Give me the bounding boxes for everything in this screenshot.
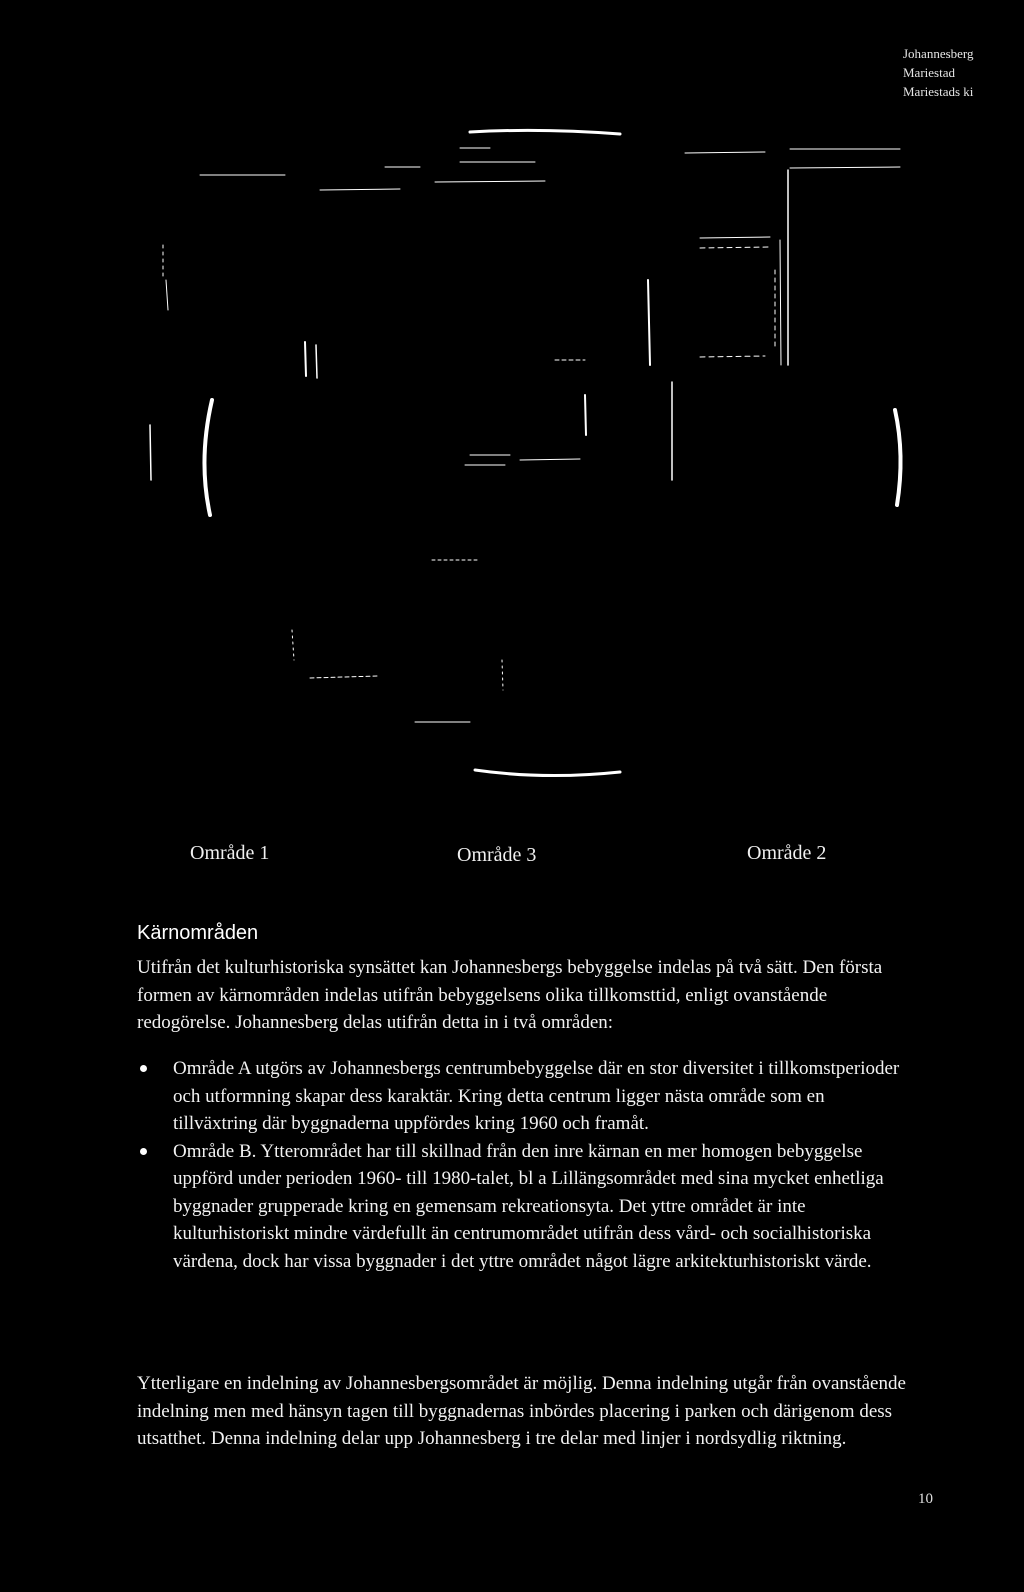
section-heading: Kärnområden bbox=[137, 922, 259, 944]
header-line-3: Mariestads ki bbox=[903, 84, 974, 99]
closing-paragraph: Ytterligare en indelning av Johannesbergsområdet är möjlig. Denna indelning utgår från ovanstående indelning men med hänsyn tagen till byggnadernas inbördes placering i parken och därigenom dess utsatthet. Denna indelning delar upp Johannesberg i tre delar med linjer i nordsydlig riktning. bbox=[137, 1373, 906, 1449]
page-number: 10 bbox=[918, 1491, 933, 1507]
page-header bbox=[903, 44, 1003, 101]
list-item bbox=[137, 1055, 911, 1138]
bullet-text: Område A utgörs av Johannesbergs centrumbebyggelse där en stor diversitet i tillkomstperioder och utformning skapar dess karaktär. Kring detta centrum ligger nästa område som en tillväxtring där byggnaderna uppfördes kring 1960 och framåt. bbox=[173, 1058, 900, 1134]
bullet-text: Område B. Ytterområdet har till skillnad från den inre kärnan en mer homogen bebyggelse uppförd under perioden 1960- till 1980-talet, bl a Lillängsområdet med sina mycket enhetliga byggnader grupperade kring en gemensam rekreationsyta. Det yttre området är inte kulturhistoriskt mindre värdefullt än centrumområdet utifrån dess vård- och socialhistoriska värdena, dock har vissa byggnader i det yttre området något lägre arkitekturhistoriskt värde. bbox=[173, 1140, 884, 1272]
area-2-label: Område 2 bbox=[747, 842, 827, 864]
area-3-label: Område 3 bbox=[457, 844, 537, 866]
bullet-icon bbox=[140, 1148, 147, 1155]
area-1-label: Område 1 bbox=[190, 842, 270, 864]
intro-paragraph: Utifrån det kulturhistoriska synsättet kan Johannesbergs bebyggelse indelas på två sätt. Den första formen av kärnområden indelas utifrån bebyggelsens olika tillkomsttid, enligt ovanstående redogörelse. Johannesberg delas utifrån detta in i två områden: bbox=[137, 957, 883, 1033]
bullet-icon bbox=[140, 1065, 147, 1072]
bullet-list bbox=[137, 1055, 911, 1275]
list-item bbox=[137, 1138, 911, 1276]
site-map-drawing bbox=[0, 120, 1024, 820]
header-line-1: Johannesberg bbox=[903, 46, 974, 61]
site-map-figure bbox=[0, 120, 1024, 866]
header-line-2: Mariestad bbox=[903, 65, 955, 80]
